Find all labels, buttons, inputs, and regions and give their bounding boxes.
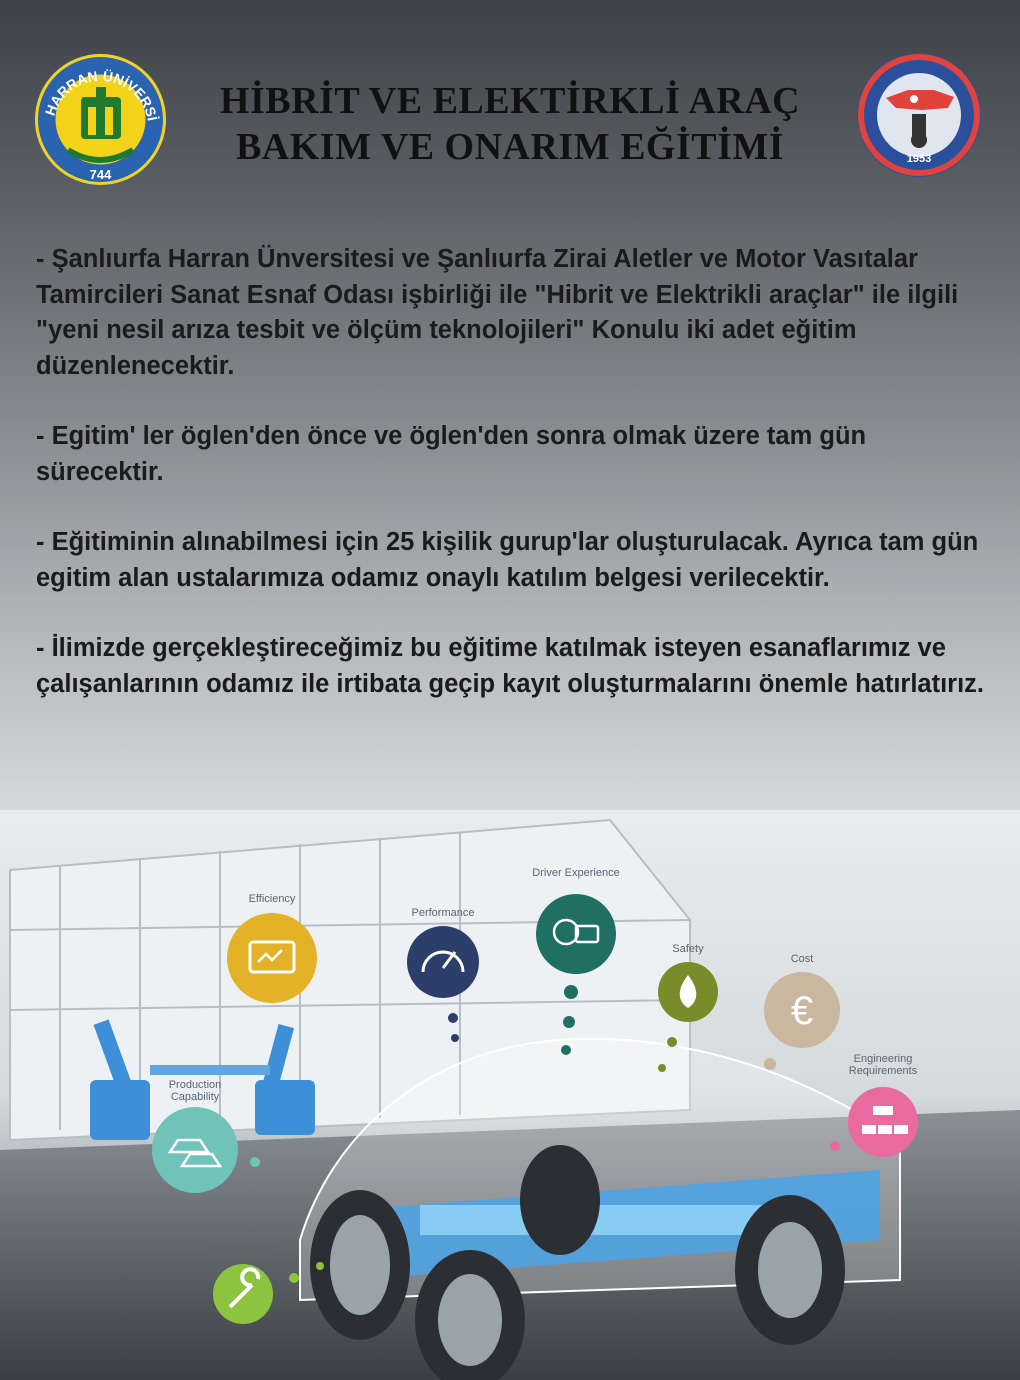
label-cost: Cost (790, 953, 814, 965)
label-serviceability: Serviceability (210, 1243, 276, 1255)
title-line-1: HİBRİT VE ELEKTİRKLİ ARAÇ (219, 80, 801, 122)
euro-icon: € (790, 989, 814, 1033)
label-production-line2: Capability (170, 1091, 220, 1103)
label-engineering-line2: Requirements (848, 1065, 918, 1077)
label-driver-experience: Driver Experience (532, 867, 620, 879)
chamber-logo (856, 52, 982, 178)
label-engineering-line1: Engineering (853, 1053, 913, 1065)
paragraph-2: - Egitim' ler öglen'den önce ve öglen'den sonra olmak üzere tam gün sürecektir. (36, 422, 867, 486)
logo-left-text: HARRAN ÜNİVERSİ (41, 67, 161, 123)
label-safety: Safety (672, 943, 704, 955)
harran-university-logo (33, 52, 168, 187)
label-performance: Performance (411, 907, 475, 919)
ev-illustration (0, 810, 1020, 1380)
logo-left-year: 744 (89, 167, 112, 182)
announcement-body (36, 242, 986, 737)
logo-right-year: 1953 (906, 153, 932, 165)
page-title (180, 78, 840, 170)
paragraph-1: - Şanlıurfa Harran Ünversitesi ve Şanlıurfa Zirai Aletler ve Motor Vasıtalar Tamircileri Sanat Esnaf Odası işbirliği ile "Hibrit ve Elektrikli araçlar" ile ilgili "yeni nesil arıza tesbit ve ölçüm teknolojileri" Konulu iki adet eğitim düzenlenecektir. (36, 245, 959, 380)
paragraph-3: - Eğitiminin alınabilmesi için 25 kişilik gurup'lar oluşturulacak. Ayrıca tam gün egitim alan ustalarımıza odamız onaylı katılım belgesi verilecektir. (36, 528, 979, 592)
title-line-2: BAKIM VE ONARIM EĞİTİMİ (235, 126, 785, 168)
label-efficiency: Efficiency (248, 893, 296, 905)
label-production-line1: Production (168, 1079, 222, 1091)
paragraph-4: - İlimizde gerçekleştireceğimiz bu eğitime katılmak isteyen esanaflarımız ve çalışanlarının odamız ile irtibata geçip kayıt oluşturmalarını önemle hatırlatırız. (36, 634, 985, 698)
header (0, 0, 1020, 200)
